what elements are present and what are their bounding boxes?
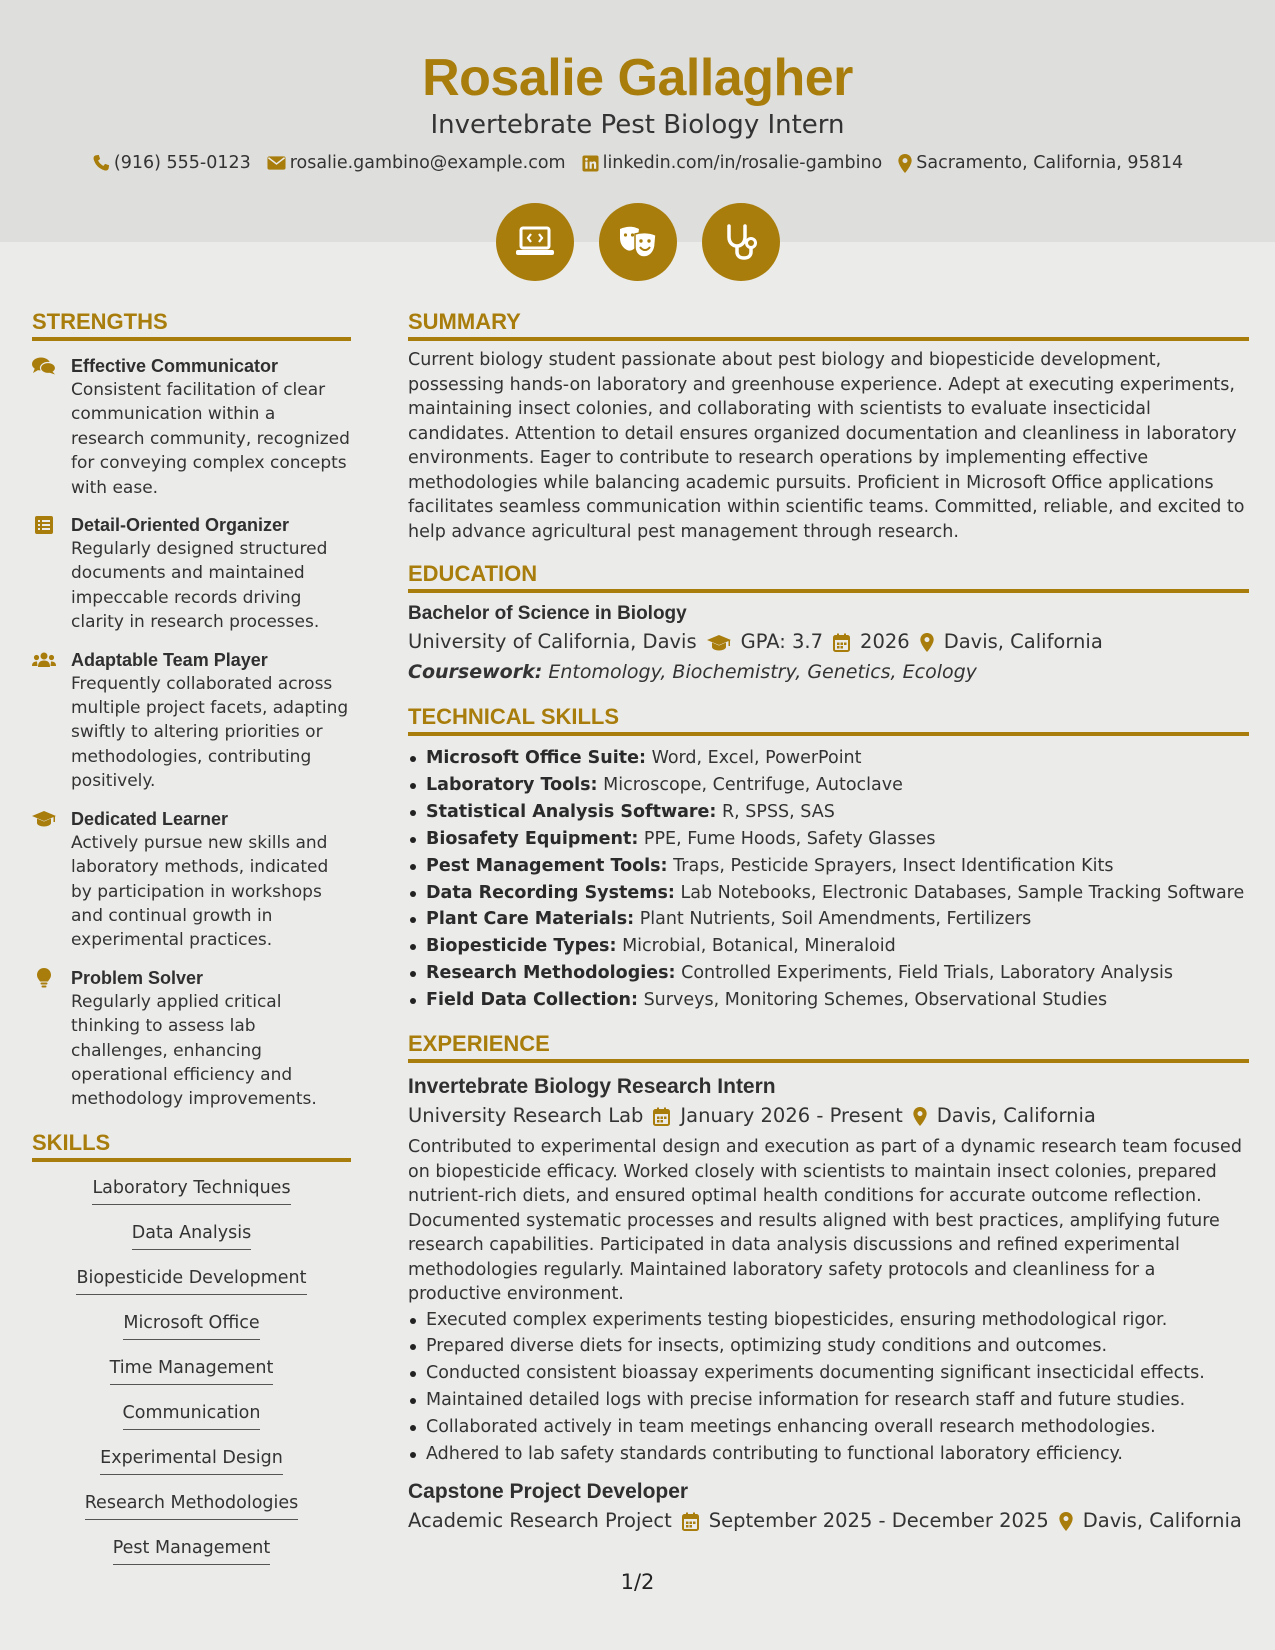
skill-tag: Laboratory Techniques [32, 1176, 351, 1221]
job-title: Capstone Project Developer [408, 1480, 689, 1503]
job-meta [408, 1101, 1249, 1131]
education-location: Davis, California [943, 630, 1103, 653]
strength-title: Problem Solver [71, 967, 204, 988]
skill-tag: Pest Management [32, 1536, 351, 1581]
strength-desc: Regularly applied critical thinking to assess lab challenges, enhancing operational efficiency and methodology improvements. [71, 991, 317, 1110]
job-meta [408, 1506, 1249, 1536]
email-text: rosalie.gambino@example.com [289, 153, 566, 173]
strength-item [32, 648, 351, 794]
coursework-list: Entomology, Biochemistry, Genetics, Ecology [548, 661, 977, 683]
education-meta [408, 627, 1249, 657]
gpa: GPA: 3.7 [740, 630, 824, 653]
skills-list [32, 1176, 351, 1581]
contact-phone[interactable] [92, 153, 251, 173]
right-column [408, 309, 1249, 1536]
laptop-code-icon [515, 225, 555, 259]
job-org: Academic Research Project [408, 1509, 672, 1532]
degree-title: Bachelor of Science in Biology [408, 603, 687, 624]
graduation-cap-icon [32, 809, 56, 829]
lightbulb-icon [32, 968, 56, 988]
calendar-icon [833, 633, 850, 652]
strength-title: Detail-Oriented Organizer [71, 515, 290, 536]
location-text: Sacramento, California, 95814 [916, 153, 1184, 173]
experience-heading: EXPERIENCE [408, 1031, 1249, 1063]
list-item: Research Methodologies: Controlled Experiments, Field Trials, Laboratory Analysis [408, 960, 1249, 987]
hobby-circle-medical [702, 203, 780, 281]
contact-linkedin[interactable] [582, 153, 883, 173]
job-dates: January 2026 - Present [680, 1104, 903, 1128]
list-icon [32, 515, 56, 535]
envelope-icon [267, 155, 286, 171]
left-column [32, 309, 351, 1581]
map-marker-icon [920, 633, 934, 652]
stethoscope-icon [723, 223, 759, 261]
linkedin-icon [582, 155, 599, 172]
list-item: Biosafety Equipment: PPE, Fume Hoods, Safety Glasses [408, 826, 1249, 853]
job-title: Invertebrate Biology Research Intern [408, 1075, 776, 1099]
education-heading: EDUCATION [408, 561, 1249, 593]
list-item: Executed complex experiments testing biopesticides, ensuring methodological rigor. [408, 1307, 1249, 1334]
job-title: Invertebrate Pest Biology Intern [430, 110, 845, 140]
list-item: Field Data Collection: Surveys, Monitoring Schemes, Observational Studies [408, 987, 1249, 1014]
hobby-circle-theater [599, 203, 677, 281]
page-number: 1/2 [620, 1570, 655, 1594]
coursework [408, 657, 1249, 687]
strength-item [32, 354, 351, 500]
graduation-cap-icon [707, 634, 731, 651]
map-marker-icon [1059, 1512, 1073, 1531]
strengths-heading: STRENGTHS [32, 309, 351, 341]
technical-skills-heading: TECHNICAL SKILLS [408, 704, 1249, 736]
list-item: Laboratory Tools: Microscope, Centrifuge, Autoclave [408, 772, 1249, 799]
summary-text: Current biology student passionate about pest biology and biopesticide development, possessing hands-on laboratory and greenhouse experience. Adept at executing experiments, maintaining insect colonies, and collaborating with scientists to evaluate insecticidal candidates. Attention to detail ensures organized documentation and cleanliness in laboratory environments. Eager to contribute to research operations by implementing effective methodologies while balancing academic pursuits. Proficient in Microsoft Office applications facilitates seamless communication within scientific teams. Committed, reliable, and excited to help advance agricultural pest management through research. [408, 350, 1245, 542]
strength-item [32, 807, 351, 953]
strength-desc: Regularly designed structured documents and maintained impeccable records driving clarity in research processes. [71, 539, 328, 633]
strength-title: Dedicated Learner [71, 808, 229, 829]
list-item: Statistical Analysis Software: R, SPSS, SAS [408, 799, 1249, 826]
strength-item [32, 966, 351, 1112]
users-icon [32, 650, 56, 670]
job-entry [408, 1478, 1249, 1536]
strength-desc: Frequently collaborated across multiple project facets, adapting swiftly to altering priorities or methodologies, contributing positively. [71, 673, 349, 792]
job-location: Davis, California [1082, 1509, 1242, 1532]
contact-location [898, 153, 1183, 173]
strength-desc: Consistent facilitation of clear communication within a research community, recognized for conveying complex concepts with ease. [71, 380, 350, 498]
strength-title: Adaptable Team Player [71, 649, 268, 670]
list-item: Plant Care Materials: Plant Nutrients, Soil Amendments, Fertilizers [408, 906, 1249, 933]
list-item: Data Recording Systems: Lab Notebooks, Electronic Databases, Sample Tracking Software [408, 880, 1249, 907]
school-name: University of California, Davis [408, 630, 697, 653]
comments-icon [32, 356, 56, 376]
technical-skills-section [408, 704, 1249, 1014]
list-item: Collaborated actively in team meetings enhancing overall research methodologies. [408, 1414, 1249, 1441]
skills-heading: SKILLS [32, 1130, 351, 1162]
candidate-name: Rosalie Gallagher [422, 49, 853, 107]
list-item: Prepared diverse diets for insects, optimizing study conditions and outcomes. [408, 1333, 1249, 1360]
list-item: Adhered to lab safety standards contributing to functional laboratory efficiency. [408, 1441, 1249, 1468]
skill-tag: Time Management [32, 1356, 351, 1401]
job-location: Davis, California [936, 1104, 1096, 1128]
map-marker-icon [913, 1107, 927, 1126]
job-bullets [408, 1307, 1249, 1468]
contact-bar [0, 153, 1275, 173]
calendar-icon [653, 1107, 670, 1126]
job-entry [408, 1073, 1249, 1468]
linkedin-text: linkedin.com/in/rosalie-gambino [602, 153, 883, 173]
list-item: Maintained detailed logs with precise information for research staff and future studies. [408, 1387, 1249, 1414]
job-description: Contributed to experimental design and execution as part of a dynamic research team focused on biopesticide efficacy. Worked closely with scientists to maintain insect colonies, prepared nutrient-rich diets, and ensured optimal health conditions for accurate outcome reflection. Documented systematic processes and results aligned with best practices, amplifying future research capabilities. Participated in data analysis discussions and refined experimental methodologies regularly. Maintained laboratory safety protocols and cleanliness for a productive environment. [408, 1137, 1242, 1305]
job-dates: September 2025 - December 2025 [708, 1509, 1049, 1532]
experience-section [408, 1031, 1249, 1536]
hobby-circle-coding [496, 203, 574, 281]
strength-desc: Actively pursue new skills and laboratory methods, indicated by participation in workshops and continual growth in experimental practices. [71, 832, 329, 951]
list-item: Microsoft Office Suite: Word, Excel, PowerPoint [408, 745, 1249, 772]
phone-icon [92, 154, 110, 172]
coursework-label: Coursework: [408, 661, 543, 683]
hobby-icons [0, 203, 1275, 281]
job-org: University Research Lab [408, 1104, 644, 1128]
technical-skills-list [408, 745, 1249, 1014]
skill-tag: Communication [32, 1401, 351, 1446]
skill-tag: Data Analysis [32, 1221, 351, 1266]
list-item: Pest Management Tools: Traps, Pesticide Sprayers, Insect Identification Kits [408, 853, 1249, 880]
contact-email[interactable] [267, 153, 566, 173]
skill-tag: Biopesticide Development [32, 1266, 351, 1311]
strength-title: Effective Communicator [71, 356, 279, 376]
list-item: Biopesticide Types: Microbial, Botanical, Mineraloid [408, 933, 1249, 960]
list-item: Conducted consistent bioassay experiments documenting significant insecticidal effects. [408, 1360, 1249, 1387]
map-marker-icon [898, 154, 912, 173]
graduation-year: 2026 [860, 630, 910, 653]
skill-tag: Microsoft Office [32, 1311, 351, 1356]
skill-tag: Experimental Design [32, 1446, 351, 1491]
education-section [408, 561, 1249, 687]
theater-masks-icon [617, 224, 659, 260]
phone-text: (916) 555-0123 [113, 153, 251, 173]
skill-tag: Research Methodologies [32, 1491, 351, 1536]
calendar-icon [682, 1512, 699, 1531]
strength-item [32, 513, 351, 635]
summary-heading: SUMMARY [408, 309, 1249, 341]
